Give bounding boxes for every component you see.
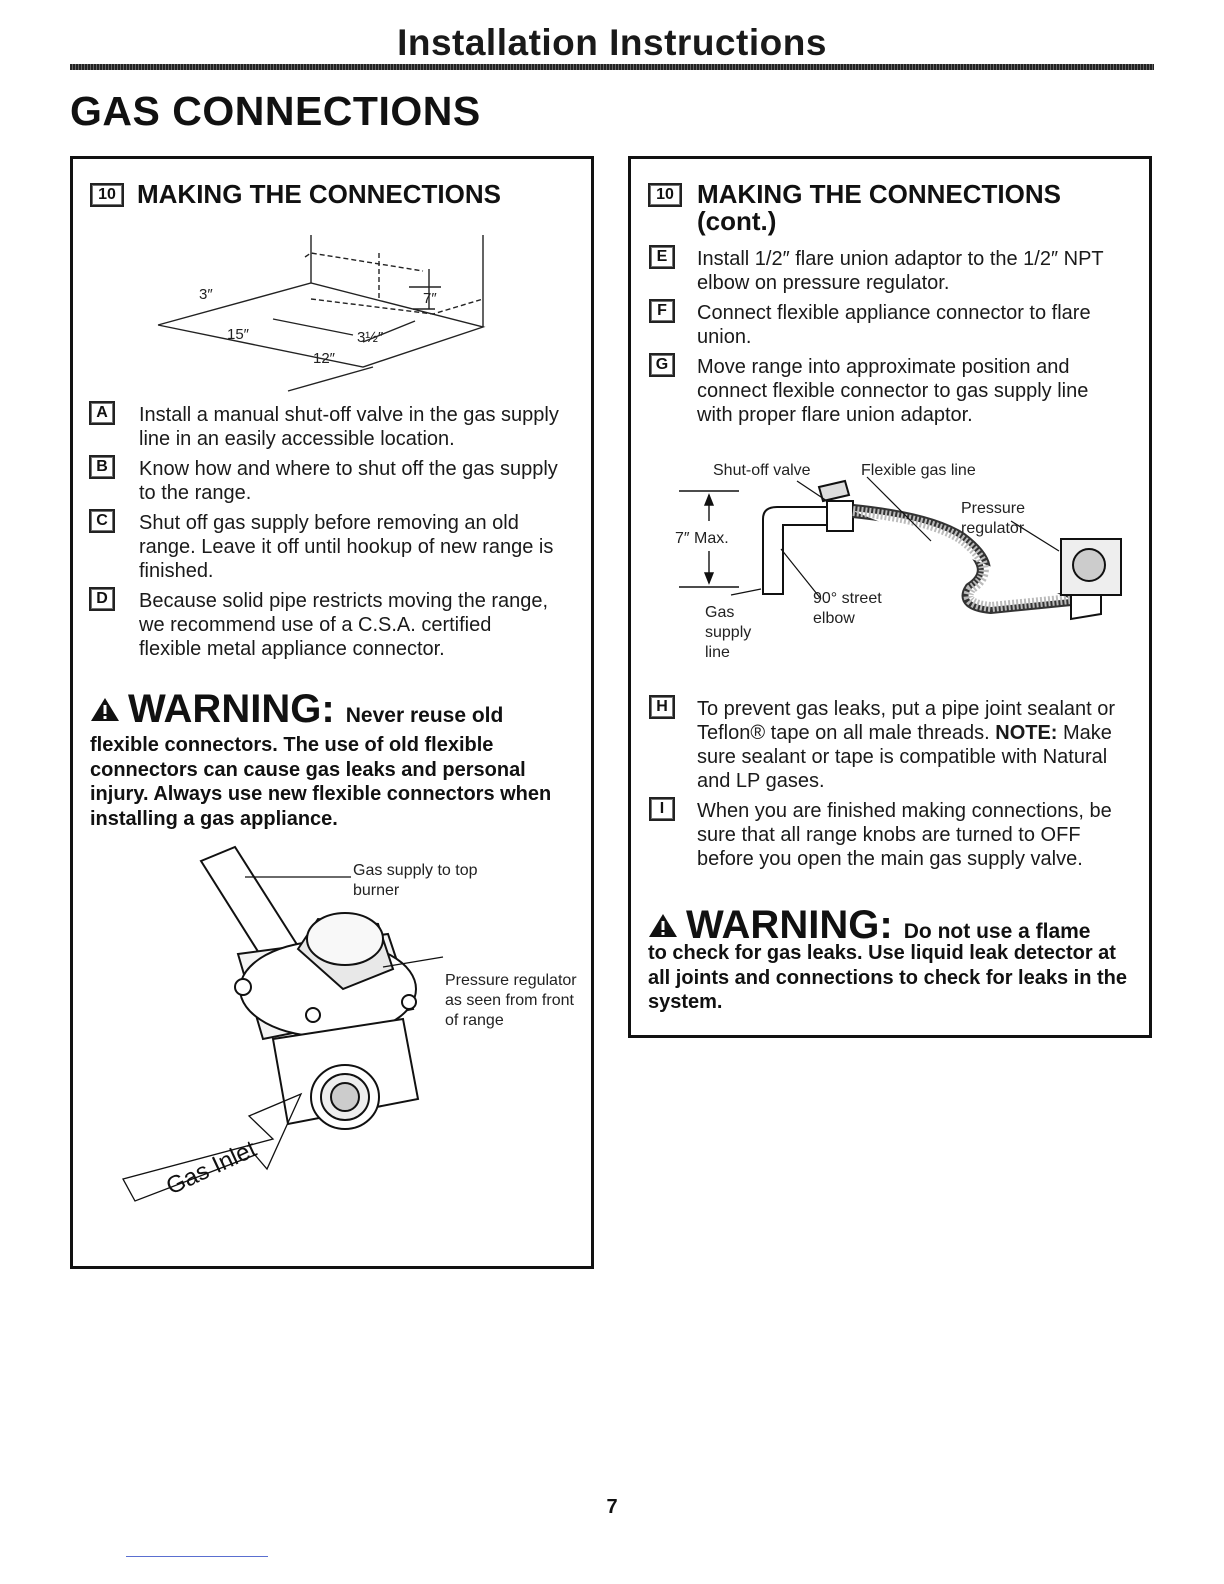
step-badge-c: C (89, 509, 115, 533)
step-i-text: When you are finished making connections, be sure that all range knobs are turned to OFF before you open the main gas supply valve. (697, 800, 1112, 870)
dim-15-label: 15″ (227, 326, 249, 343)
warning-word: WARNING: (128, 687, 335, 731)
clearance-diagram (73, 159, 593, 399)
seven-inch-max-label: 7″ Max. (675, 530, 729, 547)
step-badge-d: D (89, 587, 115, 611)
warning-lead-right: Do not use a flame (903, 920, 1091, 943)
panel-heading: MAKING THE CONNECTIONS (137, 179, 501, 209)
step-badge-a: A (89, 401, 115, 425)
right-panel (628, 156, 1152, 1038)
dim-7-label: 7″ (423, 290, 437, 307)
step-badge-h: H (649, 695, 675, 719)
warning-triangle-icon (648, 912, 678, 938)
warning-lead: Never reuse old (345, 704, 504, 727)
step-a-text: Install a manual shut-off valve in the gas supply line in an easily accessible location. (139, 404, 559, 450)
step-badge-e: E (649, 245, 675, 269)
panel-heading-cont: MAKING THE CONNECTIONS (cont.) (697, 179, 1061, 236)
page-header-title: Installation Instructions (397, 22, 827, 63)
warning-triangle-icon (90, 696, 120, 722)
footer-rule (126, 1556, 268, 1557)
street-elbow-label: 90° street elbow (813, 590, 882, 627)
gas-supply-line-label: Gas supply line (705, 604, 752, 661)
step-g-text: Move range into approximate position and connect flexible connector to gas supply line with proper flare union adaptor. (697, 356, 1089, 426)
warning-text: flexible connectors. The use of old flexible connectors can cause gas leaks and personal injury. Always use new flexible connectors when installing a gas appliance. (90, 734, 552, 830)
warning-heading (90, 689, 590, 736)
step-badge-f: F (649, 299, 675, 323)
step-h-text-after: Make sure sealant or tape is compatible with Natural and LP gases. (697, 722, 1112, 792)
shutoff-valve-label: Shut-off valve (713, 462, 811, 479)
warning-text-right: to check for gas leaks. Use liquid leak detector at all joints and connections to check for leaks in the system. (648, 942, 1127, 1013)
step-badge-g: G (649, 353, 675, 377)
page-number: 7 (606, 1496, 618, 1518)
dim-12-label: 12″ (313, 350, 335, 367)
step-c-text: Shut off gas supply before removing an old range. Leave it off until hookup of new range is finished. (139, 512, 554, 582)
regulator-front-label: Pressure regulator as seen from front of range (445, 972, 577, 1029)
step-h-text-before: To prevent gas leaks, put a pipe joint sealant or Teflon® tape on all male threads. (697, 698, 1116, 744)
pressure-regulator-figure (73, 839, 593, 1259)
gas-supply-label: Gas supply to top burner (353, 862, 478, 899)
step-badge-b: B (89, 455, 115, 479)
step-badge-i: I (649, 797, 675, 821)
step-h-text (697, 697, 1127, 793)
flexible-gas-line-label: Flexible gas line (861, 462, 976, 479)
gas-inlet-label: Gas Inlet (162, 1135, 261, 1201)
step-h-note-label: NOTE: (995, 722, 1058, 744)
left-panel (70, 156, 594, 1269)
step-number-badge-cont: 10 (648, 183, 682, 207)
warning-word-right: WARNING: (686, 903, 893, 947)
step-d-text: Because solid pipe restricts moving the range, we recommend use of a C.S.A. certified flexible metal appliance connector. (139, 590, 549, 660)
step-e-text: Install 1/2″ flare union adaptor to the 1/2″ NPT elbow on pressure regulator. (697, 248, 1104, 294)
step-number-badge: 10 (90, 183, 124, 207)
pressure-regulator-label: Pressure regulator (961, 500, 1026, 537)
header-rule (70, 64, 1154, 70)
section-title: GAS CONNECTIONS (70, 88, 481, 134)
dim-3-label: 3″ (199, 286, 213, 303)
dim-3half-label: 3½″ (357, 329, 384, 346)
step-f-text: Connect flexible appliance connector to flare union. (697, 302, 1091, 348)
step-b-text: Know how and where to shut off the gas supply to the range. (139, 458, 558, 504)
